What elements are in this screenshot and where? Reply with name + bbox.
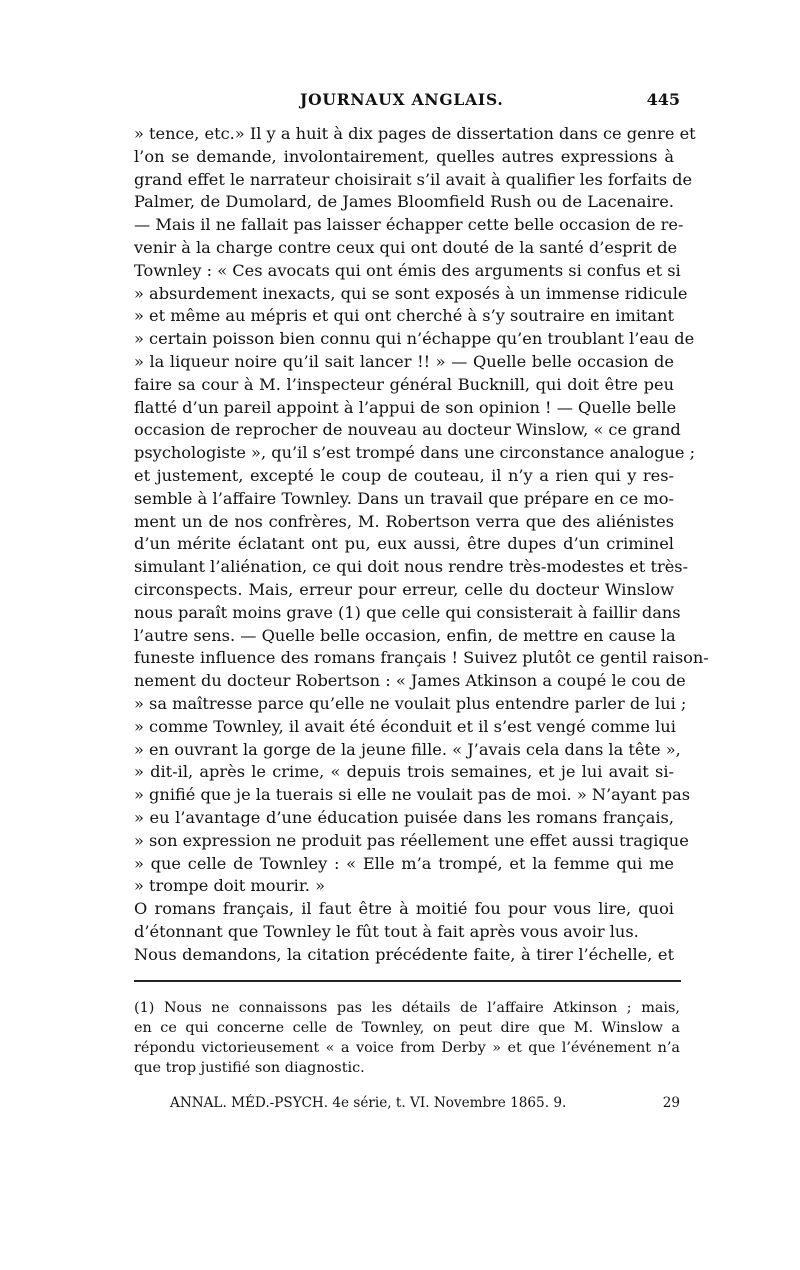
body-line: » trompe doit mourir. » <box>134 876 326 896</box>
page-number: 445 <box>646 90 680 109</box>
body-line: — Mais il ne fallait pas laisser échapper cette belle occasion de re- <box>134 215 684 235</box>
body-line: d’un mérite éclatant ont pu, eux aussi, être dupes d’un criminel <box>134 534 674 554</box>
body-line: » la liqueur noire qu’il sait lancer !! » — Quelle belle occasion de <box>134 351 674 371</box>
body-line: grand effet le narrateur choisirait s’il avait à qualifier les forfaits de <box>134 169 693 189</box>
body-line: » et même au mépris et qui ont cherché à s’y soutraire en imitant <box>134 306 674 326</box>
body-line: » comme Townley, il avait été éconduit et il s’est vengé comme lui <box>134 716 676 736</box>
footnote <box>134 998 680 1078</box>
body-line: flatté d’un pareil appoint à l’appui de son opinion ! — Quelle belle <box>134 397 677 417</box>
body-line: Townley : « Ces avocats qui ont émis des arguments si confus et si <box>134 260 681 280</box>
footnote-line: que trop justifié son diagnostic. <box>134 1060 365 1076</box>
footnote-line: répondu victorieusement « a voice from Derby » et que l’événement n’a <box>134 1040 680 1056</box>
sheet-number: 29 <box>662 1095 680 1111</box>
body-line: » son expression ne produit pas réellement une effet aussi tragique <box>134 830 689 850</box>
body-line: nous paraît moins grave (1) que celle qui consisterait à faillir dans <box>134 602 681 622</box>
body-line: venir à la charge contre ceux qui ont douté de la santé d’esprit de <box>134 237 678 257</box>
body-line: O romans français, il faut être à moitié fou pour vous lire, quoi <box>134 899 674 919</box>
body-line: semble à l’affaire Townley. Dans un travail que prépare en ce mo- <box>134 488 674 508</box>
footnote-line: en ce qui concerne celle de Townley, on peut dire que M. Winslow a <box>134 1020 680 1036</box>
body-line: circonspects. Mais, erreur pour erreur, celle du docteur Winslow <box>134 579 674 599</box>
body-text <box>134 123 709 966</box>
body-line: ment un de nos confrères, M. Robertson verra que des aliénistes <box>134 511 674 531</box>
body-line: » en ouvrant la gorge de la jeune fille. « J’avais cela dans la tête », <box>134 739 681 759</box>
body-line: Nous demandons, la citation précédente faite, à tirer l’échelle, et <box>134 944 674 964</box>
body-line: occasion de reprocher de nouveau au docteur Winslow, « ce grand <box>134 420 681 440</box>
body-line: » gnifié que je la tuerais si elle ne voulait pas de moi. » N’ayant pas <box>134 785 691 805</box>
body-line: » sa maîtresse parce qu’elle ne voulait plus entendre parler de lui ; <box>134 693 687 713</box>
body-line: funeste influence des romans français ! Suivez plutôt ce gentil raison- <box>134 648 709 668</box>
running-header <box>300 90 680 114</box>
body-line: l’autre sens. — Quelle belle occasion, enfin, de mettre en cause la <box>134 625 676 645</box>
body-line: » tence, etc.» Il y a huit à dix pages de dissertation dans ce genre et <box>134 124 696 143</box>
body-line: » que celle de Townley : « Elle m’a trompé, et la femme qui me <box>134 853 674 873</box>
body-line: » eu l’avantage d’une éducation puisée dans les romans français, <box>134 807 674 827</box>
footnote-line: (1) Nous ne connaissons pas les détails de l’affaire Atkinson ; mais, <box>134 1000 680 1016</box>
body-line: d’étonnant que Townley le fût tout à fait après vous avoir lus. <box>134 921 639 941</box>
body-line: nement du docteur Robertson : « James Atkinson a coupé le cou de <box>134 671 686 691</box>
body-line: simulant l’aliénation, ce qui doit nous rendre très-modestes et très- <box>134 557 689 577</box>
printer-signature <box>170 1095 680 1117</box>
body-line: Palmer, de Dumolard, de James Bloomfield Rush ou de Lacenaire. <box>134 192 674 212</box>
running-title: JOURNAUX ANGLAIS. <box>300 90 504 109</box>
signature-label: ANNAL. MÉD.-PSYCH. 4e série, t. VI. Novembre 1865. 9. <box>170 1095 567 1111</box>
body-line: » dit-il, après le crime, « depuis trois semaines, et je lui avait si- <box>134 762 674 782</box>
body-line: » absurdement inexacts, qui se sont exposés à un immense ridicule <box>134 283 688 303</box>
body-line: » certain poisson bien connu qui n’échappe qu’en troublant l’eau de <box>134 329 695 349</box>
body-line: psychologiste », qu’il s’est trompé dans une circonstance analogue ; <box>134 443 696 463</box>
footnote-separator <box>134 980 681 982</box>
body-line: et justement, excepté le coup de couteau, il n’y a rien qui y res- <box>134 465 674 485</box>
body-line: faire sa cour à M. l’inspecteur général Bucknill, qui doit être peu <box>134 374 674 394</box>
body-line: l’on se demande, involontairement, quelles autres expressions à <box>134 146 674 166</box>
